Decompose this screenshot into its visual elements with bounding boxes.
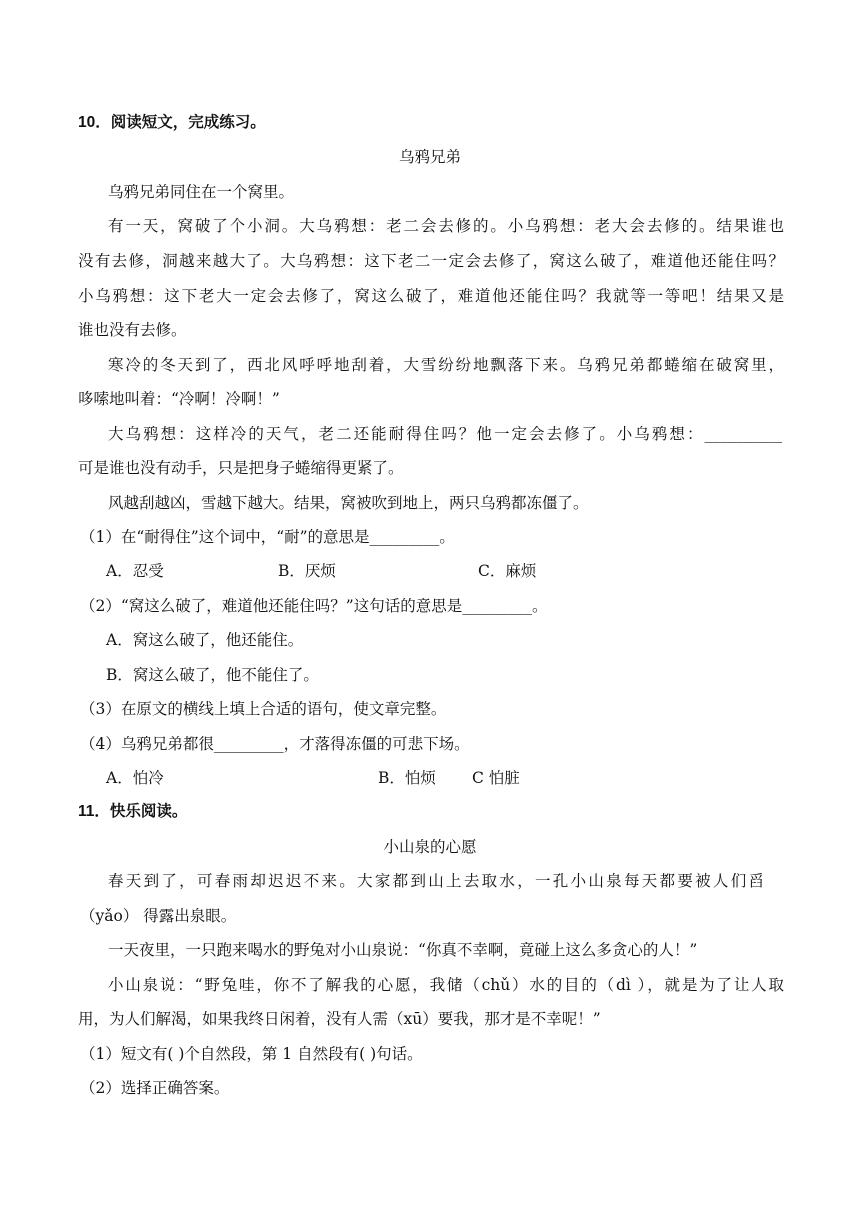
question-10-2: （2）“窝这么破了，难道他还能住吗？”这句话的意思是_________。 [80, 597, 548, 615]
passage-title-crow-brothers: 乌鸦兄弟 [398, 148, 461, 166]
question-10-3: （3）在原文的横线上填上合适的语句，使文章完整。 [80, 700, 447, 718]
question-10-4: （4）乌鸦兄弟都很_________，才落得冻僵的可悲下场。 [80, 735, 470, 753]
passage-line: 一天夜里，一只跑来喝水的野兔对小山泉说：“你真不幸啊，竟碰上这么多贪心的人！” [108, 941, 698, 959]
question-10-heading: 10．阅读短文，完成练习。 [78, 114, 266, 131]
passage-line: 寒冷的冬天到了，西北风呼呼地刮着，大雪纷纷地飘落下来。乌鸦兄弟都蜷缩在破窝里， [108, 356, 784, 374]
passage-line: 没有去修，洞越来越大了。大乌鸦想：这下老二一定会去修了，窝这么破了，难道他还能住吗？ [78, 252, 784, 270]
passage-title-spring-wish: 小山泉的心愿 [383, 838, 477, 856]
option-c: C．麻烦 [478, 562, 537, 580]
passage-line-with-blank: 大乌鸦想：这样冷的天气，老二还能耐得住吗？他一定会去修了。小乌鸦想：__________ [108, 425, 782, 443]
option-a: A．怕冷 [106, 769, 164, 787]
option-a: A．窝这么破了，他还能住。 [106, 631, 304, 649]
passage-line: 乌鸦兄弟同住在一个窝里。 [108, 183, 295, 201]
option-b: B．怕烦 [378, 769, 436, 787]
option-b: B．窝这么破了，他不能住了。 [106, 666, 319, 684]
passage-line: 用，为人们解渴，如果我终日闲着，没有人需（xū）要我，那才是不幸呢！” [78, 1010, 601, 1028]
passage-line: 春天到了，可春雨却迟迟不来。大家都到山上去取水，一孔小山泉每天都要被人们舀 [108, 872, 764, 890]
question-11-2: （2）选择正确答案。 [80, 1079, 230, 1097]
passage-line: 小山泉说：“野兔哇，你不了解我的心愿，我储（chǔ）水的目的（dì ），就是为了让人取 [108, 976, 784, 994]
passage-line: 谁也没有去修。 [78, 321, 187, 339]
passage-line: 风越刮越凶，雪越下越大。结果，窝被吹到地上，两只乌鸦都冻僵了。 [108, 494, 589, 512]
passage-line: 可是谁也没有动手，只是把身子蜷缩得更紧了。 [78, 459, 404, 477]
question-10-1: （1）在“耐得住”这个词中，“耐”的意思是_________。 [80, 528, 455, 546]
option-a: A．忍受 [106, 562, 164, 580]
option-b: B．厌烦 [278, 562, 336, 580]
passage-line: 哆嗦地叫着：“冷啊！冷啊！” [78, 390, 280, 408]
passage-line: （yǎo） 得露出泉眼。 [80, 907, 237, 925]
question-11-heading: 11．快乐阅读。 [78, 803, 188, 820]
passage-line: 有一天，窝破了个小洞。大乌鸦想：老二会去修的。小乌鸦想：老大会去修的。结果谁也 [108, 217, 784, 235]
option-c: C 怕脏 [472, 769, 520, 787]
question-11-1: （1）短文有( )个自然段，第 1 自然段有( )句话。 [80, 1045, 423, 1063]
passage-line: 小乌鸦想：这下老大一定会去修了，窝这么破了，难道他还能住吗？我就等一等吧！结果又是 [78, 287, 784, 305]
